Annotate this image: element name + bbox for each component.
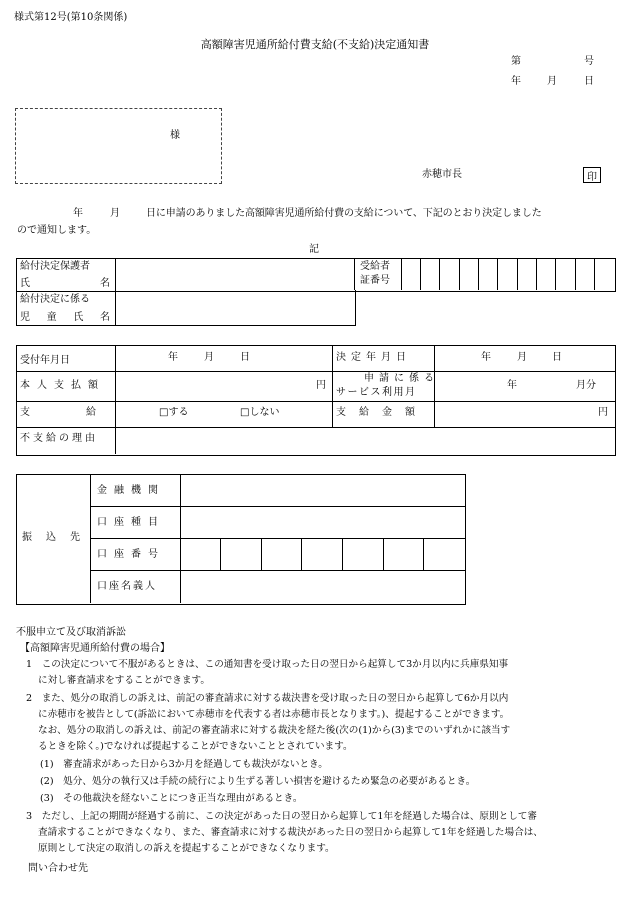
intro-line2: ので通知します。 bbox=[17, 225, 97, 236]
appeal-heading: 不服申立て及び取消訴訟 bbox=[16, 627, 126, 638]
appeal-sub1: (1) 審査請求があった日から3か月を経過しても裁決がないとき。 bbox=[40, 759, 328, 770]
option-nopay-checkbox[interactable]: □しない bbox=[240, 407, 280, 418]
appeal-item1-b: に対し審査請求をすることができます。 bbox=[38, 675, 210, 686]
appeal-item3-c: 原則として決定の取消しの訴えを提起することができなくなります。 bbox=[38, 843, 335, 854]
bank-label: 金融機関 bbox=[97, 485, 165, 496]
contact-label: 問い合わせ先 bbox=[28, 863, 88, 874]
seal-mark: 印 bbox=[583, 167, 601, 183]
service-month-label-line2: サービス利用月 bbox=[336, 387, 417, 398]
appeal-item2-b: に赤穂市を被告として(訴訟において赤穂市を代表する者は赤穂市長となります。)、提起することができます。 bbox=[38, 709, 510, 720]
child-label-line2: 児 童 氏 名 bbox=[20, 312, 110, 323]
intro-month: 月 bbox=[110, 208, 120, 219]
issuer-name: 赤穂市長 bbox=[422, 169, 462, 180]
guardian-label-line2: 氏 名 bbox=[20, 278, 110, 289]
receipt-date-label: 受付年月日 bbox=[20, 354, 70, 366]
intro-line1: 日に申請のありました高額障害児通所給付費の支給について、下記のとおり決定しました bbox=[146, 208, 542, 219]
appeal-item2-c: なお、処分の取消しの訴えは、前記の審査請求に対する裁決を経た後(次の(1)から(3)までのいずれかに該当す bbox=[38, 725, 511, 736]
account-number-label: 口座番号 bbox=[97, 549, 165, 560]
recipient-sama: 様 bbox=[170, 130, 180, 141]
document-title: 高額障害児通所給付費支給(不支給)決定通知書 bbox=[200, 38, 430, 51]
intro-year: 年 bbox=[73, 208, 83, 219]
recipient-number-label-line1: 受給者 bbox=[360, 261, 390, 272]
appeal-sub3: (3) その他裁決を経ないことにつき正当な理由があるとき。 bbox=[40, 793, 303, 804]
service-year: 年 bbox=[507, 380, 517, 391]
account-type-label: 口座種目 bbox=[97, 517, 165, 528]
date-year: 年 bbox=[511, 76, 521, 87]
nonpayment-reason-label: 不支給の理由 bbox=[20, 433, 98, 444]
decision-year: 年 bbox=[481, 352, 491, 363]
appeal-item2-d: るときを除く。)でなければ提起することができないこととされています。 bbox=[38, 741, 353, 752]
number-dai: 第 bbox=[511, 56, 521, 67]
self-payment-label: 本人支払額 bbox=[20, 380, 105, 391]
number-go: 号 bbox=[584, 56, 594, 67]
guardian-label-line1: 給付決定保護者 bbox=[20, 261, 90, 272]
appeal-item3-b: 査請求することができなくなり、また、審査請求に対する裁決があった日の翌日から起算して1年を経過した場合は、 bbox=[38, 827, 543, 838]
decision-day: 日 bbox=[552, 352, 562, 363]
payment-amount-label: 支給金額 bbox=[336, 407, 428, 418]
recipient-number-label-line2: 証番号 bbox=[360, 275, 390, 286]
appeal-sub2: (2) 処分、処分の執行又は手続の続行により生ずる著しい損害を避けるため緊急の必要があるとき。 bbox=[40, 776, 476, 787]
transfer-destination-label: 振込先 bbox=[22, 532, 94, 543]
date-day: 日 bbox=[584, 76, 594, 87]
appeal-item2-a: 2 また、処分の取消しの訴えは、前記の審査請求に対する裁決書を受け取った日の翌日から起算して6か月以内 bbox=[26, 693, 509, 704]
payment-amount-yen: 円 bbox=[598, 407, 608, 418]
decision-month: 月 bbox=[517, 352, 527, 363]
appeal-subheading: 【高額障害児通所給付費の場合】 bbox=[20, 643, 170, 654]
service-month-unit: 月分 bbox=[576, 380, 596, 391]
account-holder-label: 口座名義人 bbox=[97, 581, 157, 592]
receipt-day: 日 bbox=[240, 352, 250, 363]
option-pay-checkbox[interactable]: □する bbox=[159, 407, 189, 418]
receipt-year: 年 bbox=[168, 352, 178, 363]
appeal-item3-a: 3 ただし、上記の期間が経過する前に、この決定があった日の翌日から起算して1年を経過した場合は、原則として審 bbox=[26, 811, 537, 822]
service-month-label-line1: 申請に係る bbox=[364, 373, 439, 384]
recipient-address-box bbox=[15, 108, 222, 184]
decision-date-label: 決定年月日 bbox=[336, 352, 411, 363]
appeal-item1-a: 1 この決定について不服があるときは、この通知書を受け取った日の翌日から起算して3か月以内に兵庫県知事 bbox=[26, 659, 509, 670]
date-month: 月 bbox=[547, 76, 557, 87]
child-label-line1: 給付決定に係る bbox=[20, 294, 90, 305]
payment-label: 支給 bbox=[20, 407, 152, 418]
ki-label: 記 bbox=[309, 244, 319, 255]
receipt-month: 月 bbox=[204, 352, 214, 363]
form-number: 様式第12号(第10条関係) bbox=[14, 12, 128, 23]
self-payment-yen: 円 bbox=[316, 380, 326, 391]
